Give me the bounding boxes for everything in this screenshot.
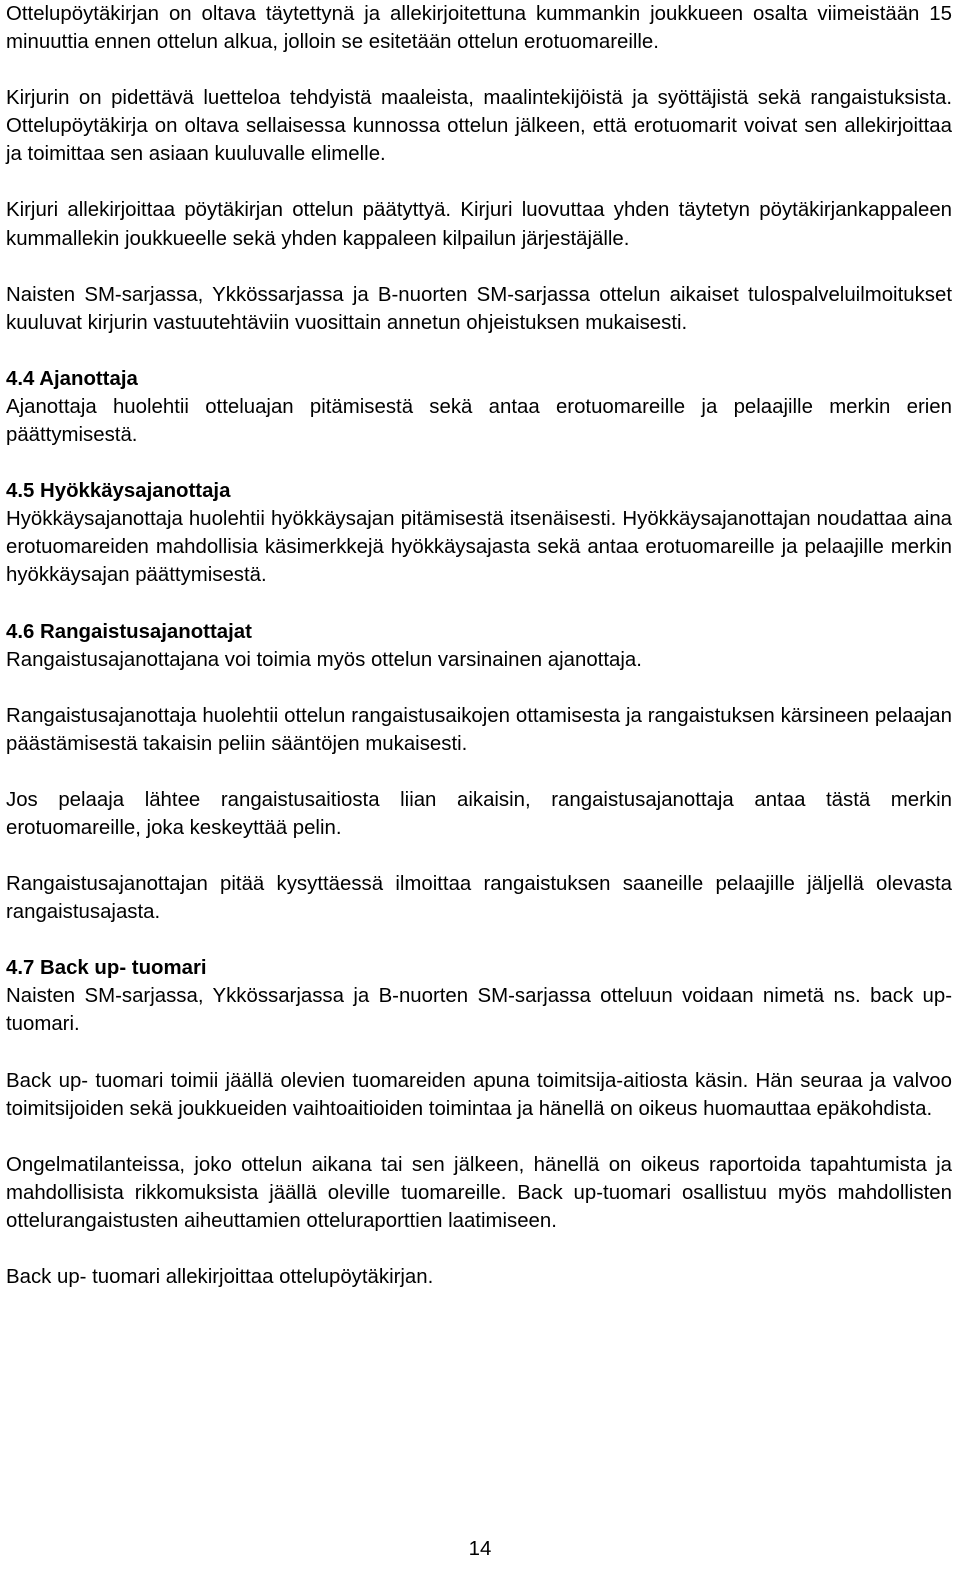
paragraph-gap (6, 168, 952, 196)
paragraph-timekeeper: Ajanottaja huolehtii otteluajan pitämisestä sekä antaa erotuomareille ja pelaajille merkin erien päättymisestä. (6, 395, 952, 447)
paragraph-gap (6, 926, 952, 954)
paragraph-remaining-penalty: Rangaistusajanottajan pitää kysyttäessä ilmoittaa rangaistuksen saaneille pelaajille jäljellä olevasta rangaistusajasta. (6, 873, 952, 924)
paragraph-backup-signs: Back up- tuomari allekirjoittaa ottelupöytäkirjan. (6, 1266, 434, 1288)
paragraph-backup-appointment: Naisten SM-sarjassa, Ykkössarjassa ja B-nuorten SM-sarjassa otteluun voidaan nimetä ns. back up- tuomari. (6, 985, 952, 1036)
paragraph-gap (6, 1039, 952, 1067)
paragraph-results-service: Naisten SM-sarjassa, Ykkössarjassa ja B-nuorten SM-sarjassa ottelun aikaiset tulospalveluilmoitukset kuuluvat kirjurin vastuutehtäviin vuosittain annetun ohjeistuksen mukaisesti. (6, 283, 952, 334)
paragraph-scorer-records: Kirjurin on pidettävä luetteloa tehdyistä maaleista, maalintekijöistä ja syöttäjistä sekä rangaistuksista. Ottelupöytäkirja on oltava sellaisessa kunnossa ottelun jälkeen, että erotuomarit voivat sen allekirjoittaa ja toimittaa sen asiaan kuuluvalle elimelle. (6, 87, 952, 166)
page-number: 14 (468, 1538, 492, 1560)
document-body (6, 0, 952, 1291)
section-heading-timekeeper: 4.4 Ajanottaja (6, 367, 138, 390)
paragraph-gap (6, 758, 952, 786)
paragraph-backup-duties: Back up- tuomari toimii jäällä olevien tuomareiden apuna toimitsija-aitiosta käsin. Hän seuraa ja valvoo toimitsijoiden sekä joukkueiden vaihtoaitioiden toimintaa ja hänellä on oikeus huomauttaa epäkohdista. (6, 1069, 952, 1120)
paragraph-gap (6, 337, 952, 365)
paragraph-gap (6, 56, 952, 84)
paragraph-scorer-signs: Kirjuri allekirjoittaa pöytäkirjan ottelun päätyttyä. Kirjuri luovuttaa yhden täytetyn pöytäkirjankappaleen kummallekin joukkueelle sekä yhden kappaleen kilpailun järjestäjälle. (6, 199, 952, 250)
paragraph-gap (6, 253, 952, 281)
paragraph-gap (6, 674, 952, 702)
section-heading-penalty-timekeepers: 4.6 Rangaistusajanottajat (6, 620, 252, 643)
paragraph-penalty-timekeeper-role: Rangaistusajanottajana voi toimia myös ottelun varsinainen ajanottaja. (6, 648, 642, 671)
paragraph-scoresheet-deadline: Ottelupöytäkirjan on oltava täytettynä ja allekirjoitettuna kummankin joukkueen osalta viimeistään 15 minuuttia ennen ottelun alkua, jolloin se esitetään ottelun erotuomareille. (6, 3, 952, 54)
paragraph-gap (6, 1235, 952, 1263)
paragraph-shot-clock: Hyökkäysajanottaja huolehtii hyökkäysajan pitämisestä itsenäisesti. Hyökkäysajanottajan noudattaa aina erotuomareiden mahdollisia käsimerkkejä hyökkäysajasta sekä antaa erotuomareille ja pelaajille merkin hyökkäysajan päättymisestä. (6, 508, 952, 587)
section-heading-backup-referee: 4.7 Back up- tuomari (6, 957, 207, 980)
paragraph-backup-reporting: Ongelmatilanteissa, joko ottelun aikana tai sen jälkeen, hänellä on oikeus raportoida tapahtumista ja mahdollisista rikkomuksista jäällä oleville tuomareille. Back up-tuomari osallistuu myös mahdollisten ottelurangaistusten aiheuttamien otteluraporttien laatimiseen. (6, 1153, 952, 1232)
paragraph-gap (6, 842, 952, 870)
paragraph-gap (6, 590, 952, 618)
paragraph-penalty-times: Rangaistusajanottaja huolehtii ottelun rangaistusaikojen ottamisesta ja rangaistuksen kärsineen pelaajan päästämisestä takaisin peliin sääntöjen mukaisesti. (6, 704, 952, 755)
section-heading-shot-clock: 4.5 Hyökkäysajanottaja (6, 480, 231, 503)
paragraph-gap (6, 449, 952, 477)
paragraph-early-leave: Jos pelaaja lähtee rangaistusaitiosta liian aikaisin, rangaistusajanottaja antaa tästä merkin erotuomareille, joka keskeyttää pelin. (6, 788, 952, 839)
paragraph-gap (6, 1123, 952, 1151)
